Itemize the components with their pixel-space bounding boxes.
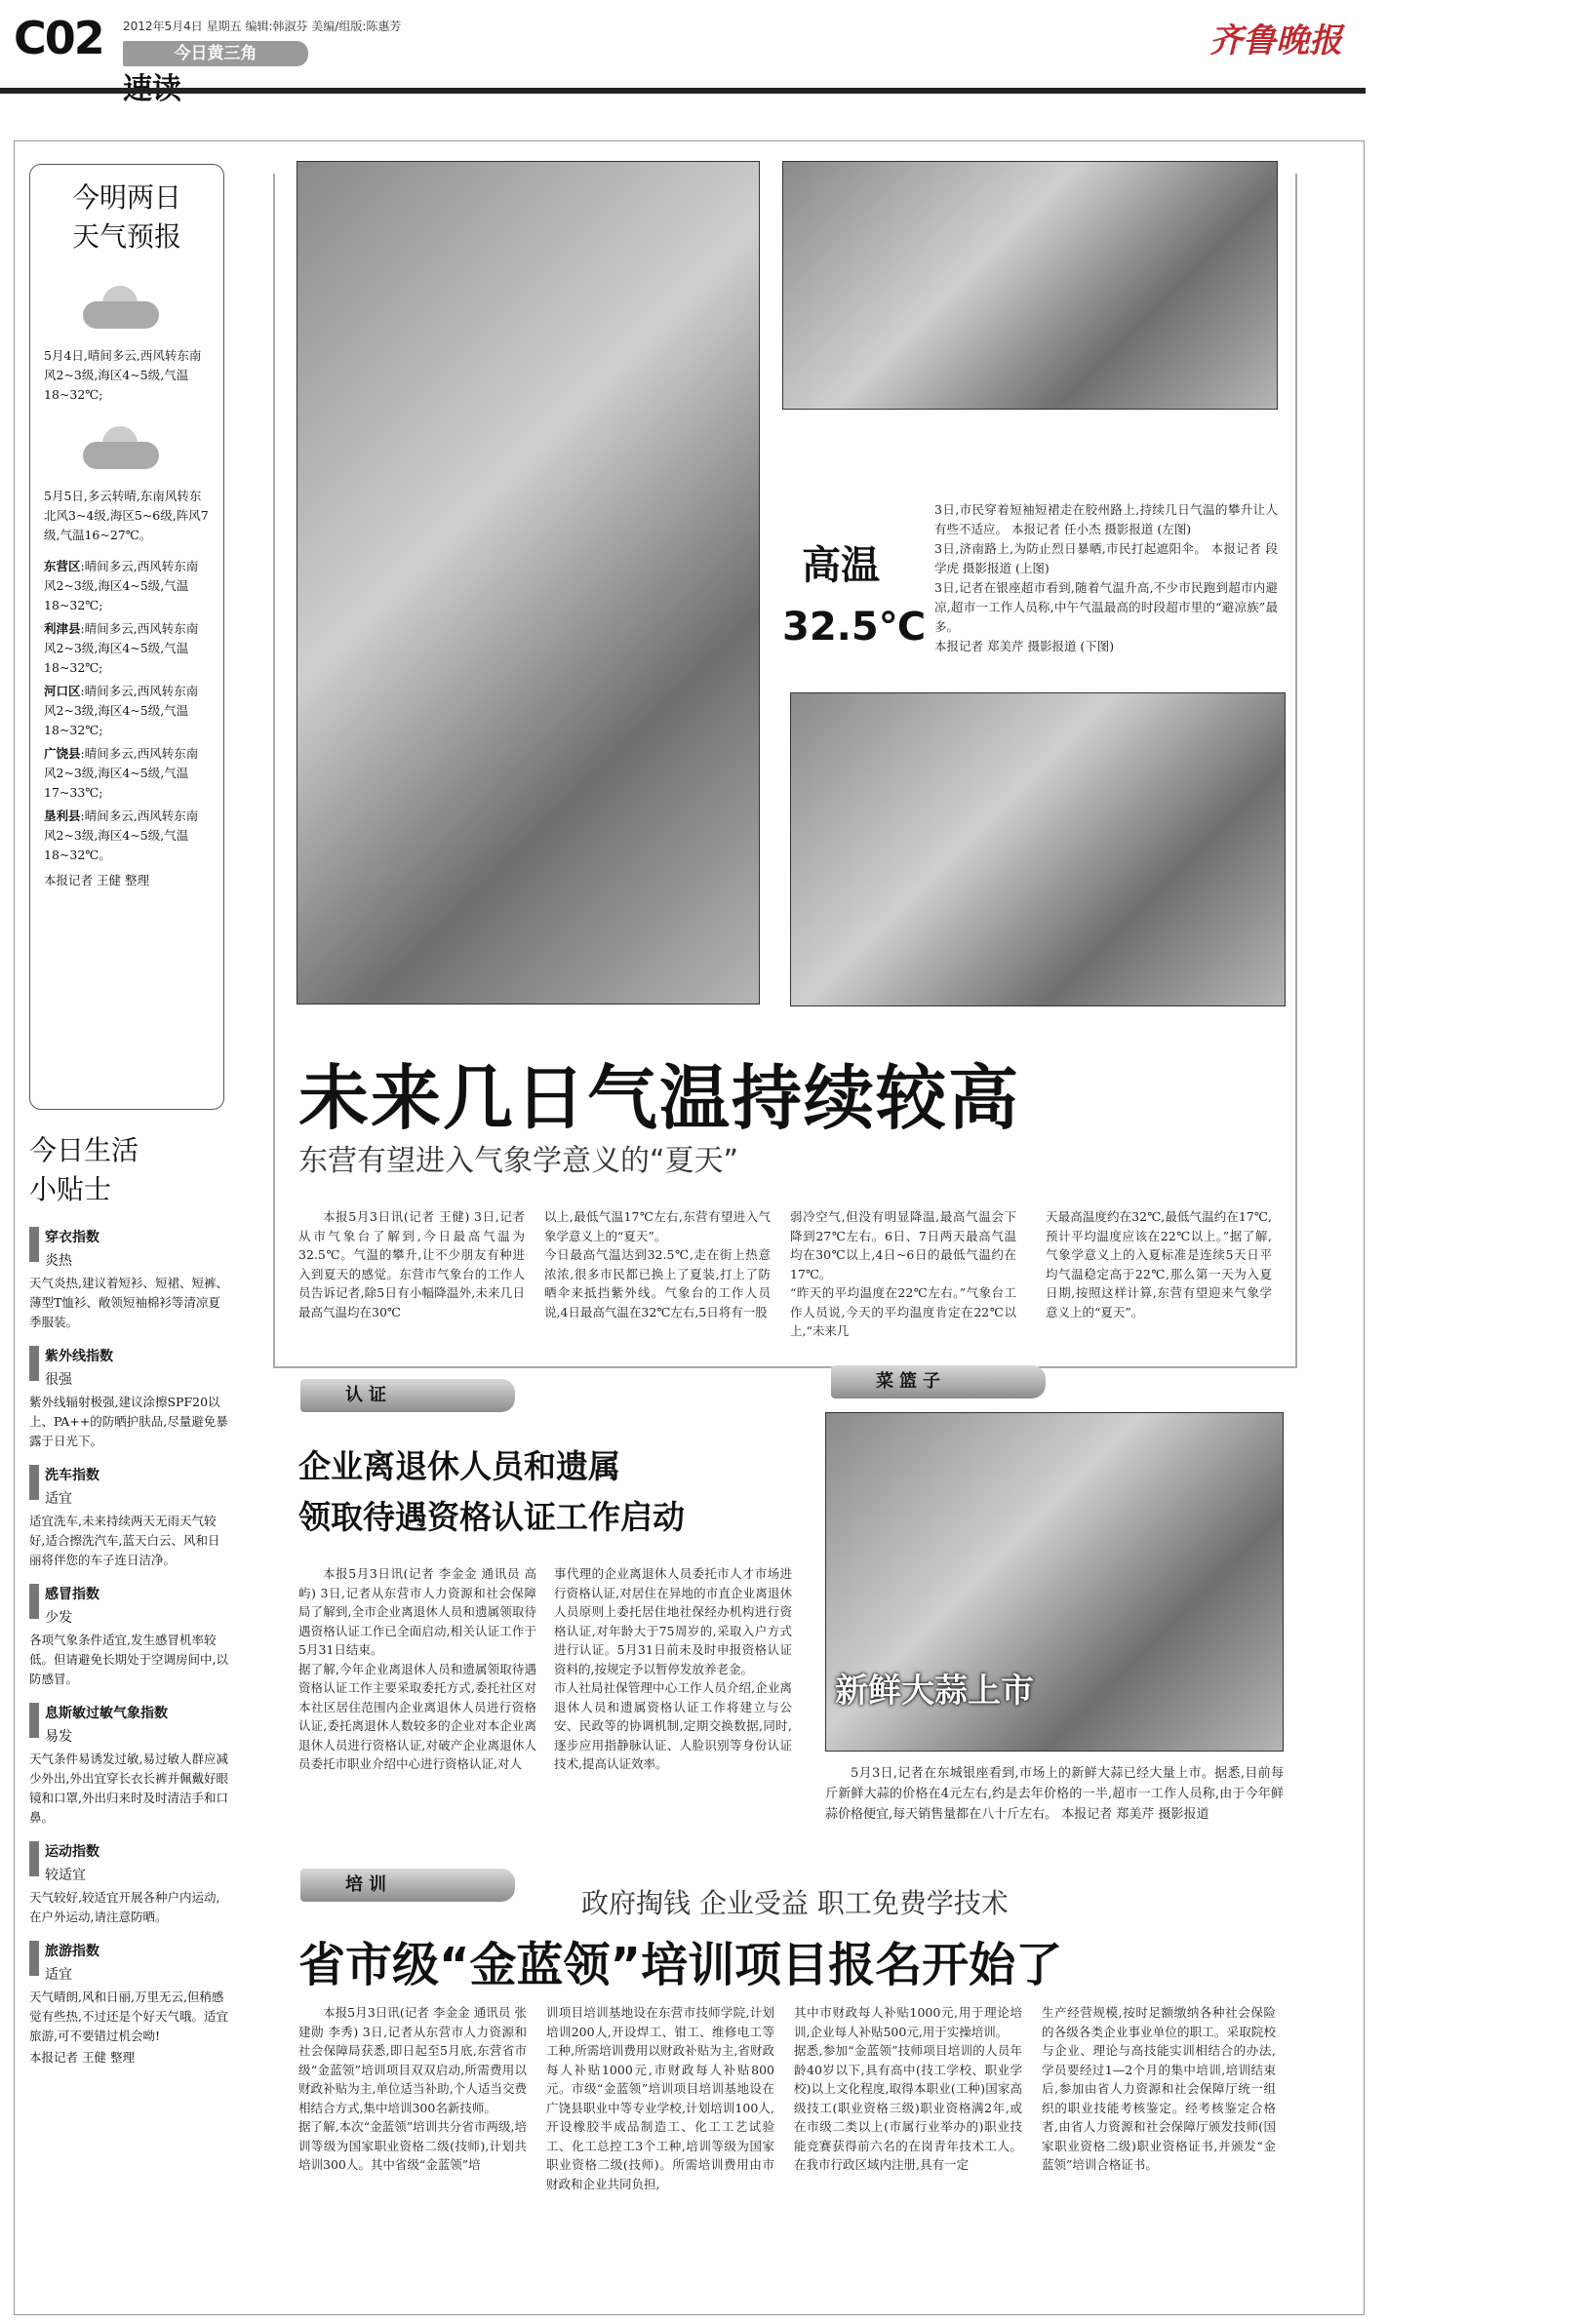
tip-marker	[29, 1227, 39, 1262]
county-forecast: 东营区:晴间多云,西风转东南风2~3级,海区4~5级,气温18~32℃;	[44, 559, 199, 612]
garlic-caption: 5月3日,记者在东城银座看到,市场上的新鲜大蒜已经大量上市。据悉,目前每斤新鲜大蒜的价格在4元左右,约是去年价格的一半,超市一工作人员称,由于今年鲜蒜价格便宜,每天销售量都在八十斤左右。 本报记者 郑美芹 摄影报道	[825, 1766, 1284, 1822]
weather-title-2: 天气预报	[71, 220, 181, 253]
tip-heading: 感冒指数	[45, 1587, 99, 1602]
tip-body: 紫外线辐射极强,建议涂擦SPF20以上、PA++的防晒护肤品,尽量避免暴露于日光下。	[29, 1395, 228, 1448]
tip-body: 天气较好,较适宜开展各种户内运动,在户外运动,请注意防晒。	[29, 1890, 220, 1924]
cert-col-1: 本报5月3日讯(记者 李金金 通讯员 高屿) 3日,记者从东营市人力资源和社会保障局了解到,全市企业离退休人员和遗属领取待遇资格认证工作已全面启动,相关认证工作于5月31日结束。 据了解,今年企业离退休人员和遗属领取待遇资格认证工作主要采取委托方式,委托社区对本社区居住范围内企业离退休人员进行资格认证,委托离退休人数较多的企业对本企业离退休人员进行资格认证,对破产企业离退休人员委托市职业介绍中心进行资格认证,对人	[298, 1566, 536, 1771]
tip-item	[29, 1941, 228, 2046]
heat-col-3: 弱冷空气,但没有明显降温,最高气温会下降到27℃左右。6日、7日两天最高气温均在30℃以上,4日~6日的最低气温约在17℃。 “昨天的平均温度在22℃左右。”气象台工作人员说,今天的平均温度肯定在22℃以上,“未来几	[790, 1209, 1016, 1338]
tip-marker	[29, 1584, 39, 1619]
photo-woman-walking	[297, 161, 760, 1004]
tip-item	[29, 1703, 228, 1828]
tip-value: 较适宜	[45, 1868, 86, 1883]
photo-supermarket-swing	[790, 692, 1286, 1006]
weather-day2: 5月5日,多云转晴,东南风转东北风3~4级,海区5~6级,阵风7级,气温16~27℃。	[44, 489, 209, 542]
county-forecast: 利津县:晴间多云,西风转东南风2~3级,海区4~5级,气温18~32℃;	[44, 621, 199, 675]
training-tab: 培训	[300, 1869, 515, 1902]
tip-heading: 运动指数	[45, 1844, 99, 1860]
county-forecast: 垦利县:晴间多云,西风转东南风2~3级,海区4~5级,气温18~32℃。	[44, 808, 199, 862]
masthead-rule	[0, 88, 1366, 94]
garlic-overlay-title: 新鲜大蒜上市	[835, 1672, 1034, 1711]
heat-col-2: 以上,最低气温17℃左右,东营有望进入气象学意义上的“夏天”。 今日最高气温达到32.5℃,走在街上热意浓浓,很多市民都已换上了夏装,打上了防晒伞来抵挡紫外线。气象台的工作人员说,4日最高气温在32℃左右,5日将有一股	[544, 1209, 771, 1320]
tip-heading: 息斯敏过敏气象指数	[45, 1706, 168, 1721]
tip-marker	[29, 1703, 39, 1738]
tip-body: 各项气象条件适宜,发生感冒机率较低。但请避免长期处于空调房间中,以防感冒。	[29, 1633, 228, 1686]
tip-marker	[29, 1346, 39, 1381]
page-number: C02	[14, 12, 103, 64]
tip-marker	[29, 1465, 39, 1500]
county-forecast: 河口区:晴间多云,西风转东南风2~3级,海区4~5级,气温18~32℃;	[44, 684, 199, 737]
weather-box	[29, 164, 224, 1110]
cert-headline-2: 领取待遇资格认证工作启动	[298, 1498, 685, 1536]
heat-big-temp: 32.5℃	[782, 605, 927, 650]
tip-value: 炎热	[45, 1253, 72, 1269]
tip-item	[29, 1227, 228, 1332]
county-forecast: 广饶县:晴间多云,西风转东南风2~3级,海区4~5级,气温17~33℃;	[44, 746, 199, 800]
tip-marker	[29, 1841, 39, 1876]
tip-value: 适宜	[45, 1491, 72, 1507]
tip-item	[29, 1584, 228, 1689]
tips-box	[29, 1131, 228, 2302]
cert-headline-1: 企业离退休人员和遗属	[298, 1447, 620, 1485]
tip-heading: 旅游指数	[45, 1944, 99, 1959]
tip-marker	[29, 1941, 39, 1976]
training-col-4: 生产经营规模,按时足额缴纳各种社会保险的各级各类企业事业单位的职工。采取院校与企业、理论与高技能实训相结合的办法,学员要经过1—2个月的集中培训,培训结束后,参加由省人力资源和社会保障厅统一组织的职业技能考核鉴定。经考核鉴定合格者,由省人力资源和社会保障厅颁发技师(国家职业资格二级)职业资格证书,并颁发“金蓝领”培训合格证书。	[1042, 2005, 1276, 2172]
heat-big-title: 高温	[802, 543, 880, 588]
training-col-3: 其中市财政每人补贴1000元,用于理论培训,企业每人补贴500元,用于实操培训。 据悉,参加“金蓝领”技师项目培训的人员年龄40岁以下,具有高中(技工学校、职业学校)以上文化程度,取得本职业(工种)国家高级技工(职业资格三级)职业资格满2年,或在市级二类以上(市属行业举办的)职业技能竞赛获得前六名的在岗青年技术工人。在我市行政区域内注册,具有一定	[794, 2005, 1022, 2172]
issue-meta: 2012年5月4日 星期五 编辑:韩淑芬 美编/组版:陈惠芳	[123, 20, 402, 33]
county-list	[44, 557, 210, 865]
tip-heading: 穿衣指数	[45, 1230, 99, 1245]
masthead	[0, 0, 1366, 90]
cert-tab: 认证	[300, 1379, 515, 1412]
tip-value: 很强	[45, 1372, 72, 1388]
section-tag: 今日黄三角	[123, 41, 308, 66]
cert-col-2: 事代理的企业离退休人员委托市人才市场进行资格认证,对居住在异地的市直企业离退休人员原则上委托居住地社保经办机构进行资格认证,对年龄大于75周岁的,采取入户方式进行认证。5月31日前未及时申报资格认证资料的,按规定予以暂停发放养老金。 市人社局社保管理中心工作人员介绍,企业离退休人员和遗属资格认证工作将建立与公安、民政等的协调机制,定期交换数据,同时,逐步应用指静脉认证、人脸识别等身份认证技术,提高认证效率。	[554, 1566, 792, 1771]
tips-byline: 本报记者 王健 整理	[29, 2050, 135, 2065]
tip-heading: 紫外线指数	[45, 1349, 113, 1364]
tip-item	[29, 1841, 228, 1927]
weather-day1: 5月4日,晴间多云,西风转东南风2~3级,海区4~5级,气温18~32℃;	[44, 348, 202, 402]
paper-logo: 齐鲁晚报	[1209, 21, 1342, 60]
tip-value: 适宜	[45, 1967, 72, 1983]
weather-byline: 本报记者 王健 整理	[44, 873, 149, 887]
tip-body: 天气晴朗,风和日丽,万里无云,但稍感觉有些热,不过还是个好天气哦。适宜旅游,可不要错过机会呦!	[29, 1989, 228, 2043]
tips-title-2: 小贴士	[29, 1173, 112, 1205]
training-subhead: 政府掏钱 企业受益 职工免费学技术	[581, 1887, 1009, 1919]
heat-photo-caption: 3日,市民穿着短袖短裙走在胶州路上,持续几日气温的攀升让人有些不适应。 本报记者 任小杰 摄影报道 (左图) 3日,济南路上,为防止烈日暴晒,市民打起遮阳伞。 本报记者 段学虎 摄影报道 (上图) 3日,记者在银座超市看到,随着气温升高,不少市民跑到超市内避凉,超市一工作人员称,中午气温最高的时段超市里的“避凉族”最多。 本报记者 郑美芹 摄影报道 (下图)	[934, 502, 1278, 653]
tip-value: 易发	[45, 1729, 72, 1745]
partly-cloudy-icon	[83, 284, 161, 333]
photo-umbrella-street	[782, 161, 1278, 410]
heat-subhead: 东营有望进入气象学意义的“夏天”	[298, 1144, 739, 1178]
partly-cloudy-icon	[83, 424, 161, 473]
tip-heading: 洗车指数	[45, 1468, 99, 1483]
tip-body: 天气炎热,建议着短衫、短裙、短裤、薄型T恤衫、敞领短袖棉衫等清凉夏季服装。	[29, 1276, 228, 1329]
tip-body: 适宜洗车,未来持续两天无雨天气较好,适合擦洗汽车,蓝天白云、风和日丽将伴您的车子连日洁净。	[29, 1514, 220, 1567]
training-headline: 省市级“金蓝领”培训项目报名开始了	[298, 1938, 1063, 1992]
tip-value: 少发	[45, 1610, 72, 1626]
heat-col-1: 本报5月3日讯(记者 王健) 3日,记者从市气象台了解到,今日最高气温为32.5℃。气温的攀升,让不少朋友有种进入到夏天的感觉。东营市气象台的工作人员告诉记者,除5日有小幅降温外,未来几日最高气温均在30℃	[298, 1209, 525, 1320]
tips-title-1: 今日生活	[29, 1134, 139, 1166]
heat-headline: 未来几日气温持续较高	[298, 1057, 1021, 1139]
tip-item	[29, 1346, 228, 1451]
weather-title-1: 今明两日	[71, 181, 181, 214]
tip-item	[29, 1465, 228, 1570]
training-col-1: 本报5月3日讯(记者 李金金 通讯员 张建勋 李秀) 3日,记者从东营市人力资源和社会保障局获悉,即日起至5月底,东营省市级“金蓝领”培训项目双双启动,所需费用以财政补贴为主,单位适当补助,个人适当交费相结合方式,集中培训300名新技师。 据了解,本次“金蓝领”培训共分省市两级,培训等级为国家职业资格二级(技师),计划共培训300人。其中省级“金蓝领”培	[298, 2005, 527, 2172]
heat-col-4: 天最高温度约在32℃,最低气温约在17℃,预计平均温度应该在22℃以上。”据了解,气象学意义上的入夏标准是连续5天日平均气温稳定高于22℃,那么第一天为入夏日期,按照这样计算,东营有望迎来气象学意义上的“夏天”。	[1046, 1209, 1272, 1320]
veg-tab: 菜篮子	[831, 1365, 1046, 1398]
tip-body: 天气条件易诱发过敏,易过敏人群应减少外出,外出宜穿长衣长裤并佩戴好眼镜和口罩,外出归来时及时清洁手和口鼻。	[29, 1752, 228, 1825]
training-col-2: 训项目培训基地设在东营市技师学院,计划培训200人,开设焊工、钳工、维修电工等工种,所需培训费用以财政补贴为主,省财政每人补贴1000元,市财政每人补贴800元。市级“金蓝领”培训项目培训基地设在广饶县职业中等专业学校,计划培训100人,开设橡胶半成品制造工、化工工艺试验工、化工总控工3个工种,培训等级为国家职业资格二级(技师)。所需培训费用由市财政和企业共同负担,	[546, 2005, 774, 2191]
section-name	[123, 64, 181, 107]
